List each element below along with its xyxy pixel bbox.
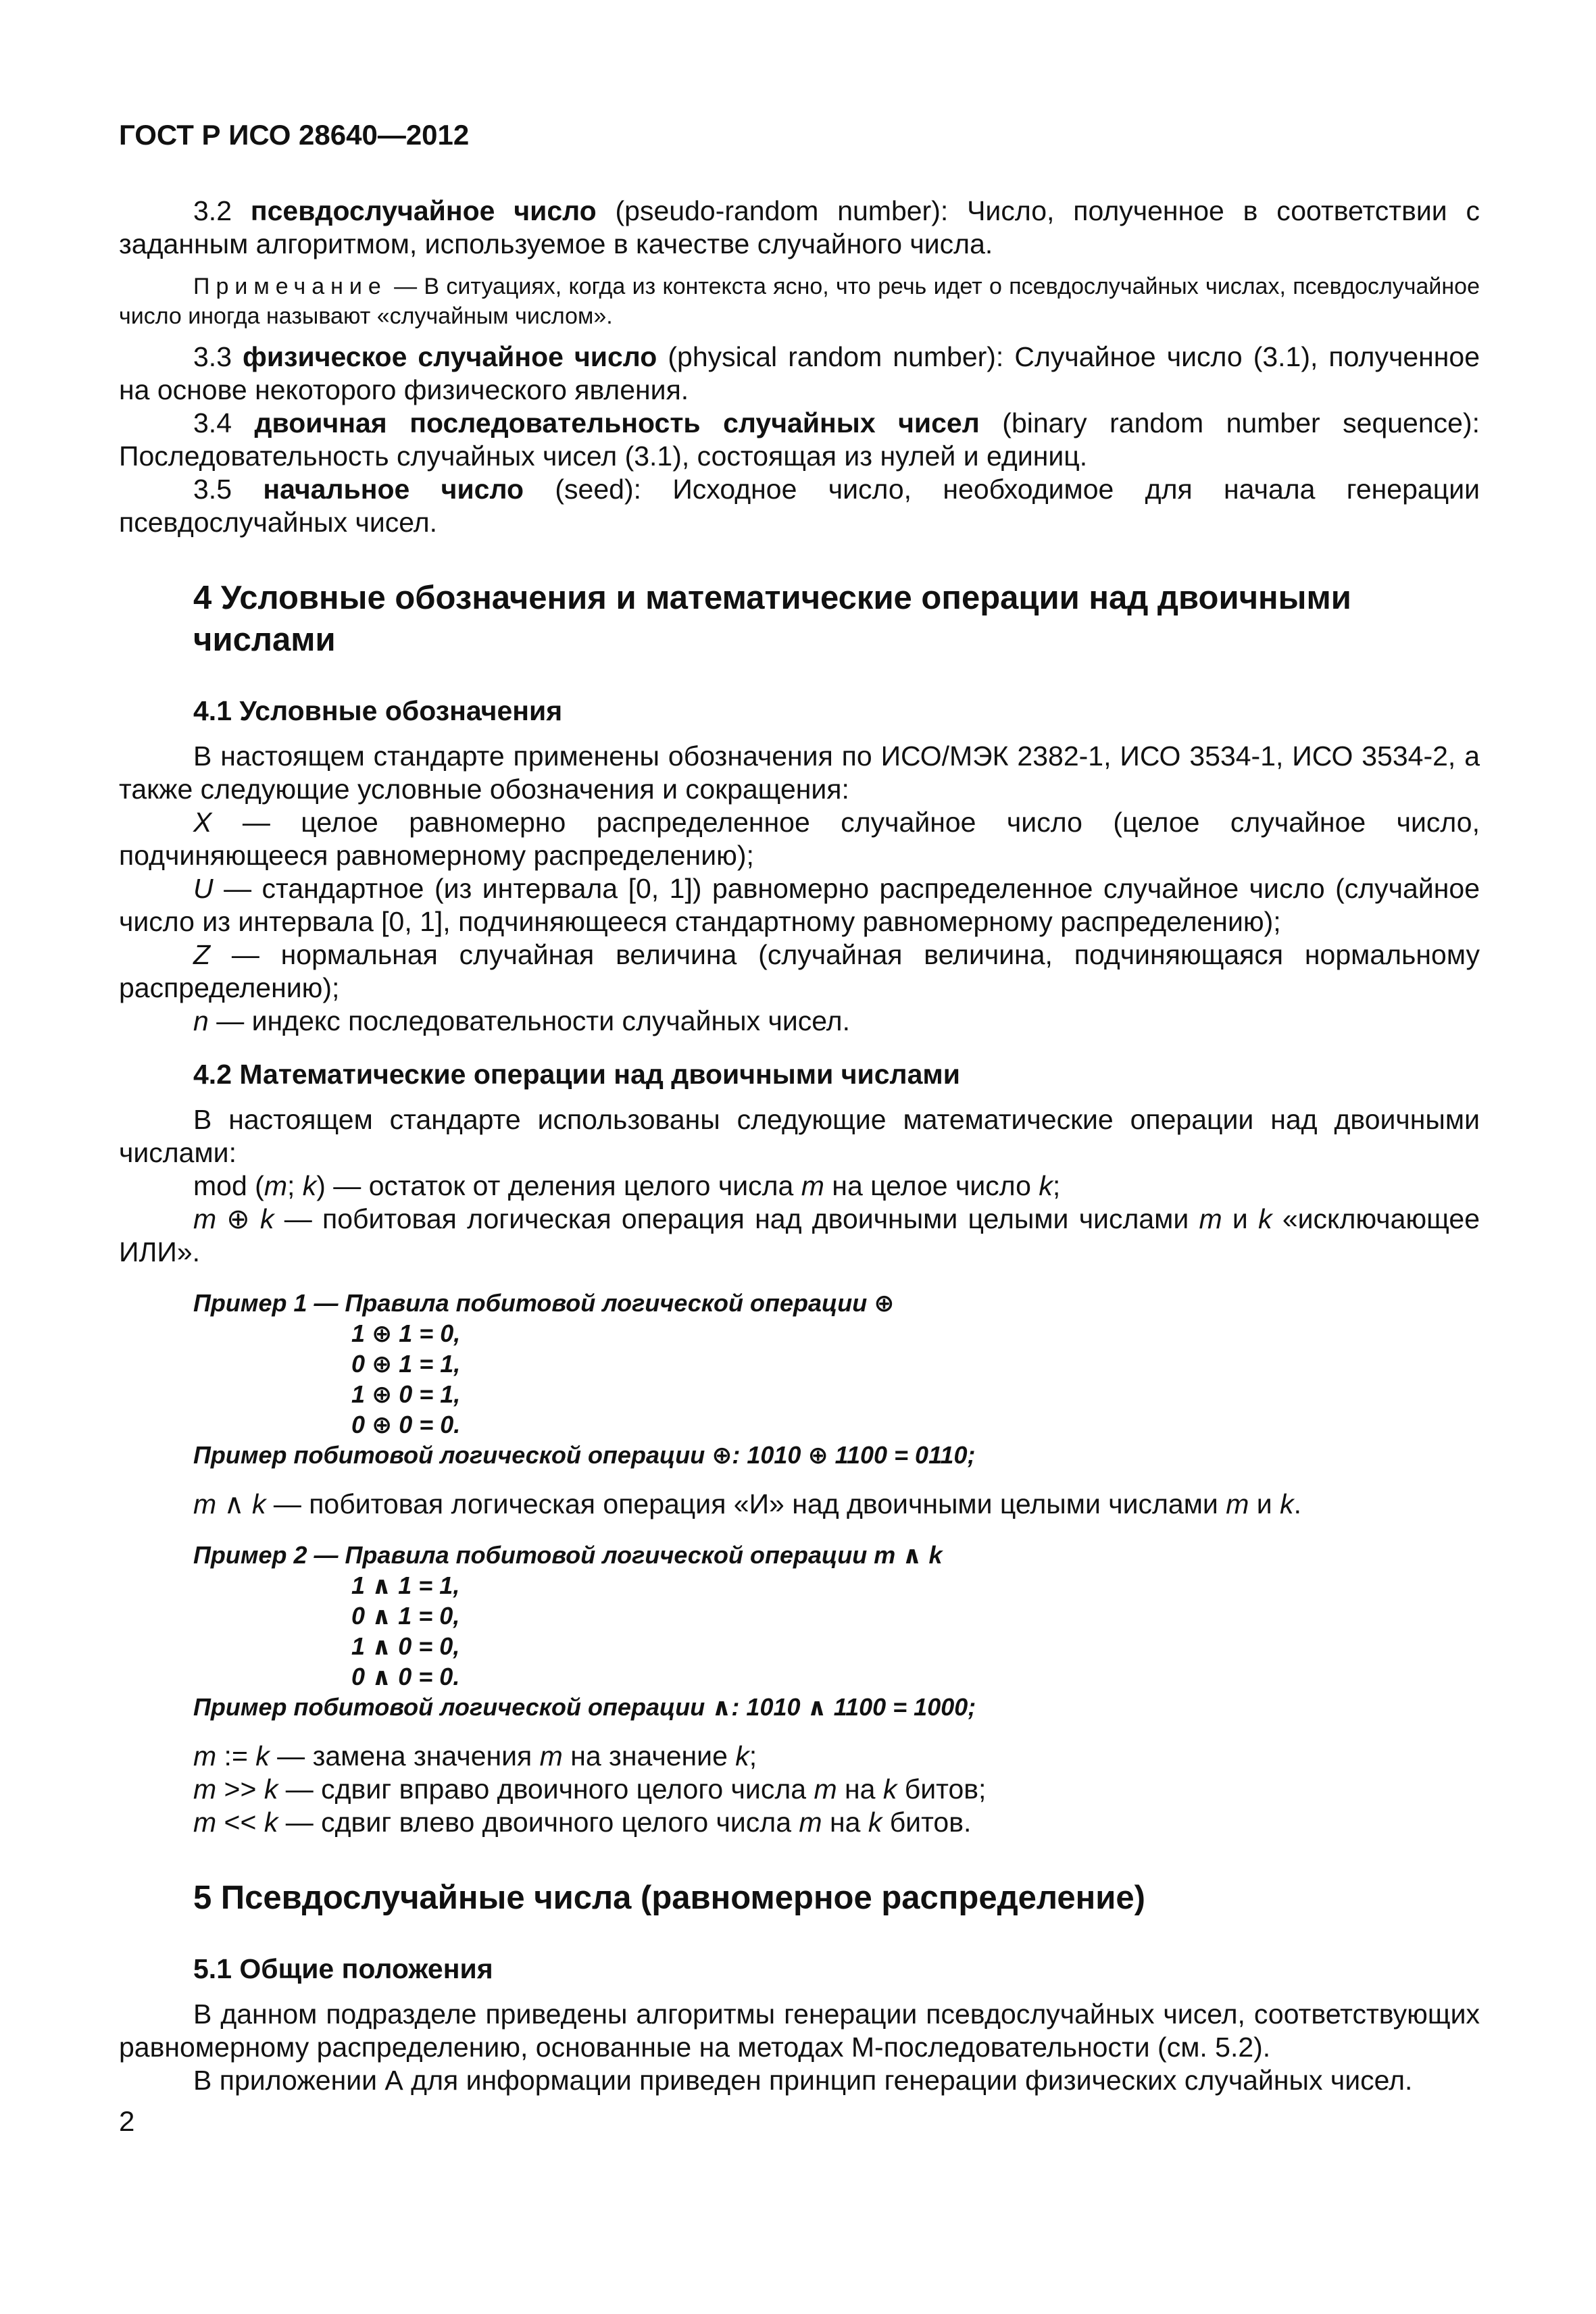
note-label: Примечание (193, 274, 387, 299)
subsection-4-2-title: 4.2 Математические операции над двоичными числами (193, 1059, 960, 1090)
operation-xor: m ⊕ k — побитовая логическая операция над двоичными целыми числами m и k «исключающее ИЛИ». (119, 1203, 1480, 1267)
operation-assign: m := k — замена значения m на значение k; (193, 1740, 757, 1771)
symbol-definition: n — индекс последовательности случайных чисел. (193, 1005, 850, 1036)
document-page (119, 119, 1480, 2097)
standard-header: ГОСТ Р ИСО 28640—2012 (119, 119, 470, 151)
example-rule: 1 ∧ 0 = 0, (351, 1632, 460, 1660)
example-rule: 0 ∧ 0 = 0. (351, 1663, 460, 1690)
example-rule: 1 ⊕ 0 = 1, (351, 1380, 461, 1408)
term: двоичная последовательность случайных чисел (254, 407, 980, 438)
subsection-5-1-title: 5.1 Общие положения (193, 1953, 493, 1984)
term: физическое случайное число (243, 341, 657, 372)
paragraph: В настоящем стандарте применены обозначения по ИСО/МЭК 2382-1, ИСО 3534-1, ИСО 3534-2, а также следующие условные обозначения и сокращения: (119, 740, 1480, 805)
operation-shift-right: m >> k — сдвиг вправо двоичного целого числа m на k битов; (193, 1774, 987, 1805)
example-rule: 1 ∧ 1 = 1, (351, 1571, 460, 1599)
paragraph: В настоящем стандарте использованы следующие математические операции над двоичными числами: (119, 1104, 1480, 1168)
example-2 (119, 1540, 1480, 1722)
example-1 (119, 1288, 1480, 1470)
example-rule: 0 ⊕ 0 = 0. (351, 1411, 461, 1438)
operation-and: m ∧ k — побитовая логическая операция «И» над двоичными целыми числами m и k. (193, 1488, 1301, 1519)
symbol: n (193, 1005, 209, 1036)
example-sample: Пример побитовой логической операции ⊕: 1010 ⊕ 1100 = 0110; (193, 1441, 976, 1469)
subsection-4-1-title: 4.1 Условные обозначения (193, 695, 563, 726)
example-sample: Пример побитовой логической операции ∧: 1010 ∧ 1100 = 1000; (193, 1693, 976, 1721)
section-5-title: 5 Псевдослучайные числа (равномерное распределение) (193, 1880, 1145, 1916)
example-title: Пример 1 — Правила побитовой логической операции ⊕ (193, 1289, 895, 1317)
definition-3-4: 3.4 двоичная последовательность случайных чисел (binary random number sequence): Последовательность случайных чисел (3.1), состоящая из нулей и единиц. (119, 407, 1480, 472)
definition-3-2: 3.2 псевдослучайное число (pseudo-random number): Число, полученное в соответствии с заданным алгоритмом, используемое в качестве случайного числа. (119, 195, 1480, 259)
operation-mod: mod (m; k) — остаток от деления целого числа m на целое число k; (193, 1170, 1061, 1201)
example-title: Пример 2 — Правила побитовой логической операции m ∧ k (193, 1541, 943, 1569)
paragraph: В приложении А для информации приведен принцип генерации физических случайных чисел. (193, 2065, 1413, 2096)
symbol-definition: U — стандартное (из интервала [0, 1]) равномерно распределенное случайное число (случайное число из интервала [0, 1], подчиняющееся стандартному равномерному распределению); (119, 873, 1480, 937)
example-rule: 1 ⊕ 1 = 0, (351, 1319, 461, 1347)
note: Примечание — В ситуациях, когда из контекста ясно, что речь идет о псевдослучайных числах, псевдослучайное число иногда называют «случайным числом». (119, 274, 1480, 329)
symbol: X (193, 807, 212, 838)
symbol-definition: X — целое равномерно распределенное случайное число (целое случайное число, подчиняющееся равномерному распределению); (119, 807, 1480, 871)
definition-3-3: 3.3 физическое случайное число (physical random number): Случайное число (3.1), полученное на основе некоторого физического явления. (119, 341, 1480, 405)
operation-shift-left: m << k — сдвиг влево двоичного целого числа m на k битов. (193, 1807, 972, 1838)
symbol-definition: Z — нормальная случайная величина (случайная величина, подчиняющаяся нормальному распределению); (119, 939, 1480, 1003)
term: начальное число (263, 474, 524, 505)
paragraph: В данном подразделе приведены алгоритмы генерации псевдослучайных чисел, соответствующих равномерному распределению, основанные на методах М-последовательности (см. 5.2). (119, 1998, 1480, 2063)
section-4-title: 4 Условные обозначения и математические операции над двоичными числами (193, 580, 1351, 658)
definition-3-5: 3.5 начальное число (seed): Исходное число, необходимое для начала генерации псевдослучайных чисел. (119, 474, 1480, 538)
term: псевдослучайное число (250, 195, 597, 226)
example-rule: 0 ∧ 1 = 0, (351, 1602, 460, 1630)
page-number: 2 (119, 2105, 135, 2137)
symbol: Z (193, 939, 211, 970)
symbol: U (193, 873, 214, 904)
example-rule: 0 ⊕ 1 = 1, (351, 1350, 461, 1378)
